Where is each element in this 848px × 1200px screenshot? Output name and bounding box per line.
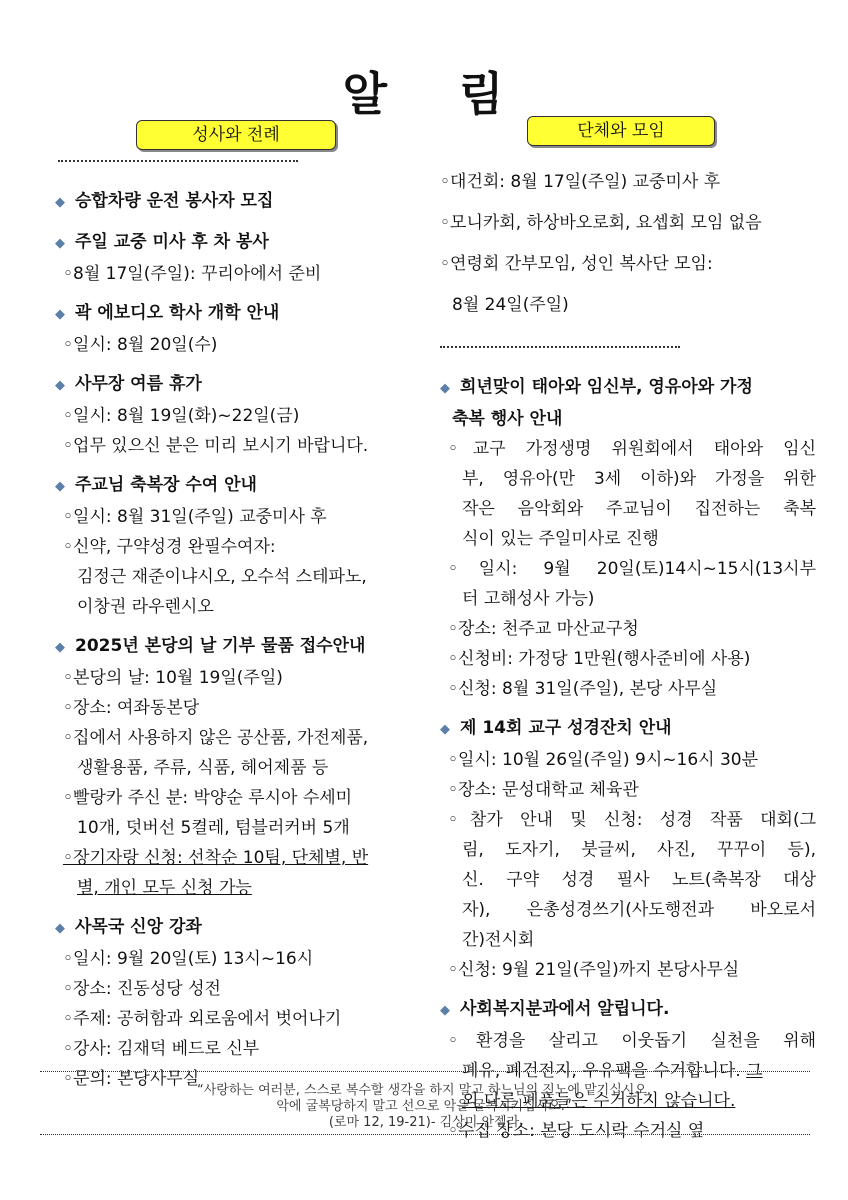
notice-line: 작은 음악회와 주교님이 집전하는 축복 bbox=[462, 499, 816, 519]
notice-line: ◦장소: 문성대학교 체육관 bbox=[448, 780, 639, 800]
notice-line: ◦빨랑카 주신 분: 박양순 루시아 수세미 bbox=[63, 788, 353, 808]
notice-line: ◦집에서 사용하지 않은 공산품, 가전제품, bbox=[63, 728, 369, 748]
notice-line-part: 그 bbox=[746, 1061, 763, 1081]
notice-line: ◦일시: 8월 20일(수) bbox=[63, 335, 218, 355]
title-part-1: 알 bbox=[342, 67, 389, 121]
notice-line: ◦대건회: 8월 17일(주일) 교중미사 후 bbox=[440, 172, 721, 192]
notice-line: ◦일시: 9월 20일(토)14시~15시(13시부 bbox=[448, 559, 816, 579]
notice-line: ◦일시: 8월 31일(주일) 교중미사 후 bbox=[63, 507, 327, 527]
notice-line: 터 고해성사 가능) bbox=[462, 589, 595, 609]
notice-line: ◦일시: 10월 26일(주일) 9시~16시 30분 bbox=[448, 750, 759, 770]
left-column bbox=[55, 186, 427, 1094]
notice-line: 부, 영유아(만 3세 이하)와 가정을 위한 bbox=[462, 469, 816, 489]
notice-line: ◦장기자랑 신청: 선착순 10팀, 단체별, 반 bbox=[63, 848, 369, 868]
notice-title: ◆ 사무장 여름 휴가 bbox=[55, 369, 427, 401]
notice-line: ◦신청: 9월 21일(주일)까지 본당사무실 bbox=[448, 960, 740, 980]
footer-line: 악에 굴복당하지 말고 선으로 악을 굴복시키십시오.” bbox=[276, 1099, 572, 1114]
notice-line: ◦본당의 날: 10월 19일(주일) bbox=[63, 668, 283, 688]
diamond-bullet-icon: ◆ bbox=[55, 921, 65, 936]
footer-quote bbox=[0, 1083, 848, 1131]
notice-title: ◆ 승합차량 운전 봉사자 모집 bbox=[55, 186, 427, 218]
title-part-2: 림 bbox=[459, 67, 506, 121]
notice-line: ◦참가 안내 및 신청: 성경 작품 대회(그 bbox=[448, 810, 816, 830]
notice-title: ◆ 사목국 신앙 강좌 bbox=[55, 912, 427, 944]
diamond-bullet-icon: ◆ bbox=[55, 195, 65, 210]
notice-line: 간)전시회 bbox=[462, 930, 535, 950]
notice-line: ◦일시: 9월 20일(토) 13시~16시 bbox=[63, 949, 314, 969]
footer-line: “사랑하는 여러분, 스스로 복수할 생각을 하지 말고 하느님의 진노에 맡기십시오. bbox=[196, 1083, 652, 1098]
notice-line: ◦일시: 8월 19일(화)~22일(금) bbox=[63, 406, 300, 426]
diamond-bullet-icon: ◆ bbox=[55, 479, 65, 494]
notice-line: 신. 구약 성경 필사 노트(축복장 대상 bbox=[462, 870, 816, 890]
notice-line: 이창권 라우렌시오 bbox=[77, 597, 214, 617]
notice-title: ◆ 희년맞이 태아와 임신부, 영유아와 가정 bbox=[440, 372, 816, 404]
notice-line: ◦강사: 김재덕 베드로 신부 bbox=[63, 1039, 260, 1059]
notice-line: ◦문의: 본당사무실 bbox=[63, 1069, 200, 1089]
notice-title: 축복 행사 안내 bbox=[452, 409, 563, 429]
notice-title: ◆ 주교님 축복장 수여 안내 bbox=[55, 470, 427, 502]
diamond-bullet-icon: ◆ bbox=[55, 640, 65, 655]
notice-title: ◆ 사회복지분과에서 알립니다. bbox=[440, 994, 816, 1026]
divider-right bbox=[440, 346, 680, 348]
notice-line: 생활용품, 주류, 식품, 헤어제품 등 bbox=[77, 758, 329, 778]
notice-title: ◆ 주일 교중 미사 후 차 봉사 bbox=[55, 227, 427, 259]
notice-line: ◦수집 장소: 본당 도시락 수거실 옆 bbox=[448, 1121, 705, 1141]
diamond-bullet-icon: ◆ bbox=[440, 381, 450, 396]
notice-title: ◆ 제 14회 교구 성경잔치 안내 bbox=[440, 713, 816, 745]
notice-line: ◦신약, 구약성경 완필수여자: bbox=[63, 537, 276, 557]
notice-line: 외 다른 폐품들은 수거하지 않습니다. bbox=[462, 1091, 736, 1111]
right-column bbox=[440, 168, 816, 1146]
notice-line: ◦교구 가정생명 위원회에서 태아와 임신 bbox=[448, 439, 816, 459]
notice-line: 별, 개인 모두 신청 가능 bbox=[77, 878, 252, 898]
divider-footer-bottom bbox=[40, 1134, 810, 1135]
notice-title: ◆ 2025년 본당의 날 기부 물품 접수안내 bbox=[55, 631, 427, 663]
divider-left-top bbox=[58, 160, 298, 162]
notice-line: 김정근 재준이냐시오, 오수석 스테파노, bbox=[77, 567, 367, 587]
section-badge-liturgy: 성사와 전례 bbox=[136, 120, 336, 150]
notice-line: 식이 있는 주일미사로 진행 bbox=[462, 529, 659, 549]
notice-line: ◦주제: 공허함과 외로움에서 벗어나기 bbox=[63, 1009, 342, 1029]
diamond-bullet-icon: ◆ bbox=[55, 236, 65, 251]
notice-line: 림, 도자기, 붓글씨, 사진, 꾸꾸이 등), bbox=[462, 840, 816, 860]
notice-line: ◦장소: 여좌동본당 bbox=[63, 698, 200, 718]
diamond-bullet-icon: ◆ bbox=[440, 1003, 450, 1018]
notice-line: ◦8월 17일(주일): 꾸리아에서 준비 bbox=[63, 264, 322, 284]
notice-line: ◦장소: 진동성당 성전 bbox=[63, 979, 221, 999]
notice-line: ◦장소: 천주교 마산교구청 bbox=[448, 619, 639, 639]
notice-line: 10개, 덧버선 5켤레, 텀블러커버 5개 bbox=[77, 818, 350, 838]
notice-line: ◦환경을 살리고 이웃돕기 실천을 위해 bbox=[448, 1031, 816, 1051]
diamond-bullet-icon: ◆ bbox=[55, 307, 65, 322]
notice-line: ◦업무 있으신 분은 미리 보시기 바랍니다. bbox=[63, 436, 369, 456]
notice-line: ◦신청: 8월 31일(주일), 본당 사무실 bbox=[448, 679, 718, 699]
notice-line-part: 폐유, 폐건전지, 우유팩을 수거합니다. bbox=[462, 1061, 747, 1081]
notice-line: 8월 24일(주일) bbox=[452, 295, 569, 315]
page-title bbox=[0, 58, 848, 124]
divider-footer-top bbox=[40, 1071, 810, 1072]
section-badge-groups: 단체와 모임 bbox=[527, 116, 715, 146]
notice-title: ◆ 곽 에보디오 학사 개학 안내 bbox=[55, 298, 427, 330]
notice-line: ◦신청비: 가정당 1만원(행사준비에 사용) bbox=[448, 649, 751, 669]
diamond-bullet-icon: ◆ bbox=[55, 378, 65, 393]
diamond-bullet-icon: ◆ bbox=[440, 722, 450, 737]
footer-line: (로마 12, 19-21)- 김상미 안젤라 bbox=[328, 1115, 520, 1130]
notice-line: 자), 은총성경쓰기(사도행전과 바오로서 bbox=[462, 900, 816, 920]
notice-line: ◦연령회 간부모임, 성인 복사단 모임: bbox=[440, 254, 713, 274]
notice-line: ◦모니카회, 하상바오로회, 요셉회 모임 없음 bbox=[440, 213, 762, 233]
